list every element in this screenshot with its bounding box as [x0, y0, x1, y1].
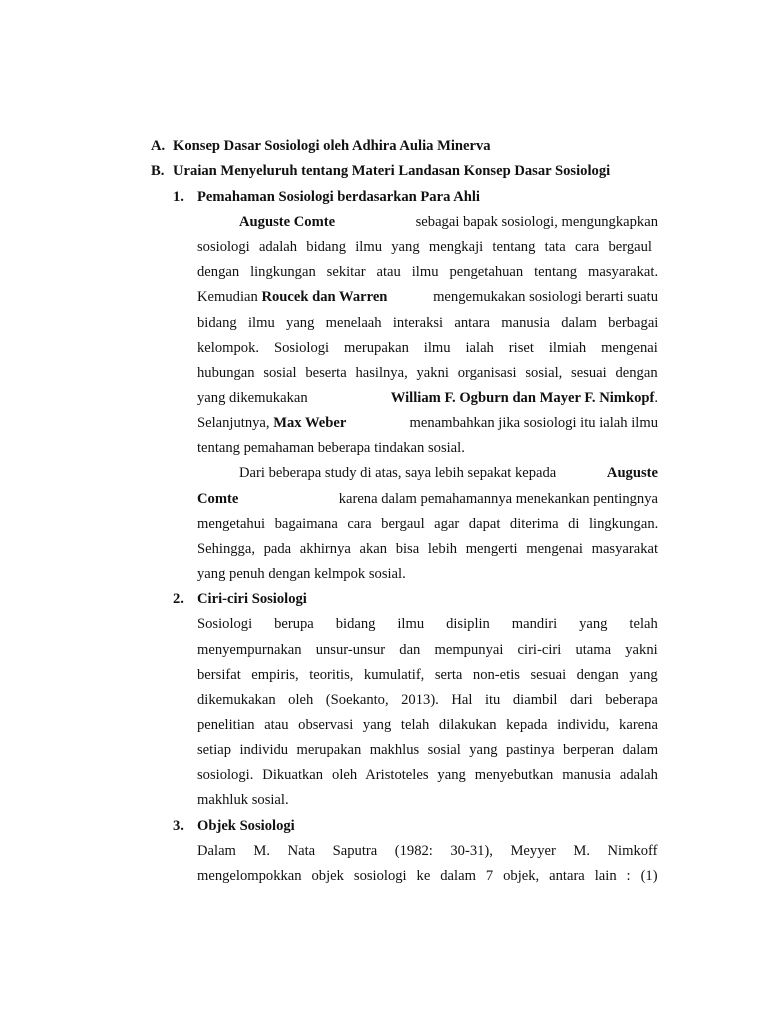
item1-p1-line3: dengan lingkungan sekitar atau ilmu pengetahuan tentang masyarakat. — [197, 264, 659, 280]
item1-p2-line5: yang penuh dengan kelmpok sosial. — [197, 566, 406, 582]
item2-line5: penelitian atau observasi yang telah dilakukan kepada individu, karena — [197, 717, 658, 733]
section-a-marker: A. — [151, 138, 166, 154]
item3-line1: Dalam M. Nata Saputra (1982: 30-31), Meyyer M. Nimkoff — [197, 843, 658, 859]
section-b-marker: B. — [151, 163, 165, 179]
item1-p1-line7: hubungan sosial beserta hasilnya, yakni organisasi sosial, sesuai dengan — [197, 365, 658, 381]
item2-marker: 2. — [173, 591, 184, 607]
section-a-title: Konsep Dasar Sosiologi oleh Adhira Aulia Minerva — [173, 138, 491, 154]
item1-p1-line10: tentang pemahaman beberapa tindakan sosial. — [197, 440, 465, 456]
item1-p1-line1: Auguste Comte sebagai bapak sosiologi, mengungkapkan — [239, 214, 658, 230]
item2-line6: setiap individu merupakan makhlus sosial yang pastinya berperan dalam — [197, 742, 659, 758]
item1-p1-line2: sosiologi adalah bidang ilmu yang mengkaji tentang tata cara bergaul — [197, 239, 652, 255]
item1-p2-line2: Comte karena dalam pemahamannya menekankan pentingnya — [197, 491, 658, 507]
item3-heading: Objek Sosiologi — [197, 818, 295, 834]
item2-line3: bersifat empiris, teoritis, kumulatif, serta non-etis sesuai dengan yang — [197, 667, 658, 683]
item1-p2-line3: mengetahui bagaimana cara bergaul agar dapat diterima di lingkungan. — [197, 516, 659, 532]
item1-p1-line4: Kemudian Roucek dan Warren mengemukakan sosiologi berarti suatu — [197, 289, 658, 305]
item1-p1-line5: bidang ilmu yang menelaah interaksi antara manusia dalam berbagai — [197, 315, 659, 331]
item2-line2: menyempurnakan unsur-unsur dan mempunyai ciri-ciri utama yakni — [197, 642, 658, 658]
section-b-title: Uraian Menyeluruh tentang Materi Landasan Konsep Dasar Sosiologi — [173, 163, 611, 179]
item1-p2-line4: Sehingga, pada akhirnya akan bisa lebih mengerti mengenai masyarakat — [197, 541, 659, 557]
item2-line8: makhluk sosial. — [197, 792, 289, 808]
item2-heading: Ciri-ciri Sosiologi — [197, 591, 307, 607]
item1-p1-line9: Selanjutnya, Max Weber menambahkan jika sosiologi itu ialah ilmu — [197, 415, 658, 431]
item3-line2: mengelompokkan objek sosiologi ke dalam 7 objek, antara lain : (1) — [197, 868, 658, 884]
item1-p1-line6: kelompok. Sosiologi merupakan ilmu ialah riset ilmiah mengenai — [197, 340, 658, 356]
item1-p1-line8: yang dikemukakan William F. Ogburn dan Mayer F. Nimkopf. — [197, 390, 658, 406]
item3-marker: 3. — [173, 818, 184, 834]
item1-p2-line1: Dari beberapa study di atas, saya lebih sepakat kepada Auguste — [239, 465, 658, 481]
item2-line4: dikemukakan oleh (Soekanto, 2013). Hal itu diambil dari beberapa — [197, 692, 658, 708]
item1-marker: 1. — [173, 189, 184, 205]
item1-heading: Pemahaman Sosiologi berdasarkan Para Ahli — [197, 189, 480, 205]
item2-line7: sosiologi. Dikuatkan oleh Aristoteles yang menyebutkan manusia adalah — [197, 767, 658, 783]
item2-line1: Sosiologi berupa bidang ilmu disiplin mandiri yang telah — [197, 616, 658, 632]
